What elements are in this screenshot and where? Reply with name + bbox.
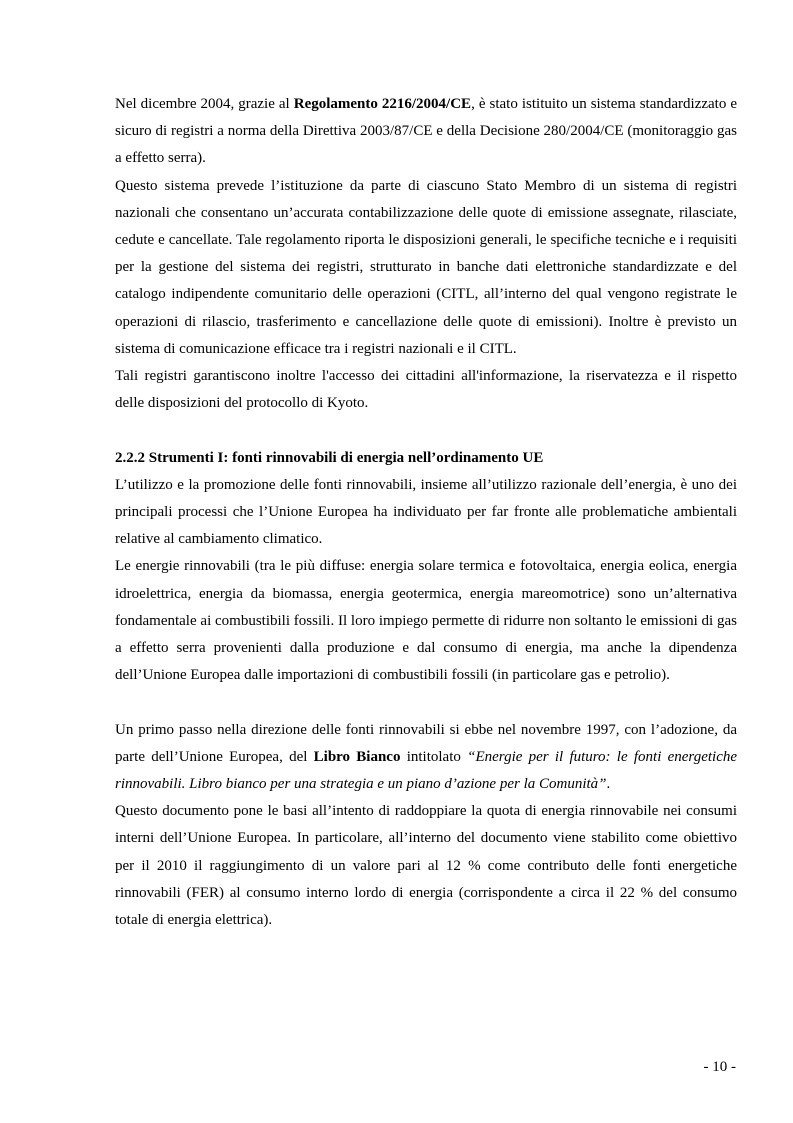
paragraph-accesso-cittadini: Tali registri garantiscono inoltre l'accesso dei cittadini all'informazione, la riservatezza e il rispetto delle disposizioni del protocollo di Kyoto. <box>115 368 737 412</box>
paragraph-energie-rinnovabili: Le energie rinnovabili (tra le più diffuse: energia solare termica e fotovoltaica, energia eolica, energia idroelettrica, energia da biomassa, energia geotermica, energia mareomotrice) sono un’alternativa fondamentale ai combustibili fossili. Il loro impiego permette di ridurre non soltanto le emissioni di gas a effetto serra provenienti dalla produzione e dal consumo di energia, ma anche la dipendenza dell’Unione Europea dalle importazioni di combustibili fossili (in particolare gas e petrolio). <box>115 558 737 684</box>
paragraph-promozione-fonti: L’utilizzo e la promozione delle fonti rinnovabili, insieme all’utilizzo razionale dell’energia, è uno dei principali processi che l’Unione Europea ha individuato per far fronte alle problematiche ambientali relative al cambiamento climatico. <box>115 476 737 548</box>
document-title-bold: Libro Bianco <box>313 748 401 765</box>
paragraph-text: intitolato <box>400 748 468 765</box>
document-body <box>115 91 737 934</box>
regulation-reference: Regolamento 2216/2004/CE <box>293 96 472 112</box>
paragraph-text: Nel dicembre 2004, grazie al <box>115 96 294 112</box>
paragraph-spacer <box>115 417 737 444</box>
section-heading: 2.2.2 Strumenti I: fonti rinnovabili di energia nell’ordinamento UE <box>115 449 544 466</box>
paragraph-registri-nazionali: Questo sistema prevede l’istituzione da parte di ciascuno Stato Membro di un sistema di registri nazionali che consentano un’accurata contabilizzazione delle quote di emissione assegnate, rilasciate, cedute e cancellate. Tale regolamento riporta le disposizioni generali, le specifiche tecniche e i requisiti per la gestione del sistema dei registri, strutturato in banche dati elettroniche standardizzate e del catalogo indipendente comunitario delle operazioni (CITL, all’interno del qual vengono registrate le operazioni di rilascio, trasferimento e cancellazione delle quote di emissioni). Inoltre è previsto un sistema di comunicazione efficace tra i registri nazionali e il CITL. <box>115 177 737 357</box>
paragraph-libro-bianco <box>115 717 737 799</box>
document-title-quote: “Energie per il futuro: le fonti energetiche rinnovabili. Libro bianco per una strategia e un piano d’azione per la Comunità” <box>115 748 738 793</box>
page-number: - 10 - <box>703 1059 736 1075</box>
paragraph-spacer <box>115 689 737 716</box>
paragraph-text: Un primo passo nella direzione delle fonti rinnovabili si ebbe nel novembre 1997, con l’adozione, da parte dell’Unione Europea, del <box>115 721 737 765</box>
paragraph-regolamento <box>115 91 737 173</box>
paragraph-text: , è stato istituito un sistema standardizzato e sicuro di registri a norma della Direttiva 2003/87/CE e della Decisione 280/2004/CE (monitoraggio gas a effetto serra). <box>115 96 738 167</box>
paragraph-text: . <box>606 776 611 793</box>
paragraph-obiettivo-2010: Questo documento pone le basi all’intento di raddoppiare la quota di energia rinnovabile nei consumi interni dell’Unione Europea. In particolare, all’interno del documento viene stabilito come obiettivo per il 2010 il raggiungimento di un valore pari al 12 % come contributo delle fonti energetiche rinnovabili (FER) al consumo interno lordo di energia (corrispondente a circa il 22 % del consumo totale di energia elettrica). <box>115 803 737 929</box>
